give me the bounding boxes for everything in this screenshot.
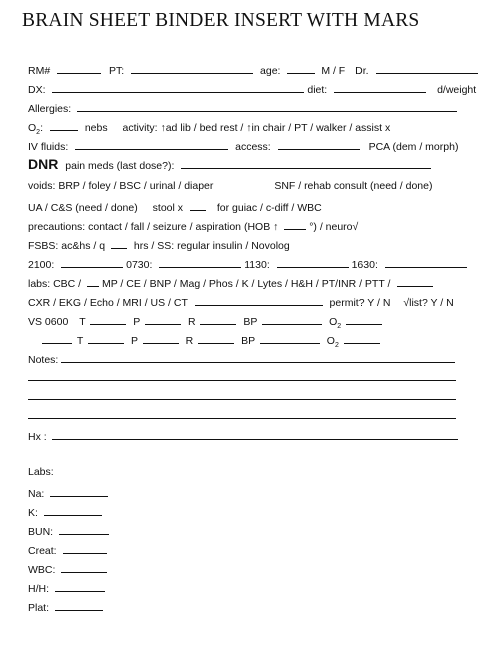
labs-other-field[interactable] — [397, 275, 433, 287]
row-labs — [28, 275, 433, 291]
row-ua — [28, 199, 322, 215]
labs-label: labs: CBC / — [28, 278, 82, 290]
vs-0600-label: VS 0600 — [28, 316, 69, 328]
guiac-label: for guiac / c-diff / WBC — [216, 202, 322, 214]
dr-field[interactable] — [376, 62, 478, 74]
o2-vs-label-2: $O_2$ — [326, 335, 339, 350]
fsbs-q-field[interactable] — [111, 237, 127, 249]
pt-label: PT: — [109, 65, 125, 77]
bp-field[interactable] — [262, 313, 322, 325]
pulse-label: P — [133, 316, 141, 328]
ua-label: UA / C&S (need / done) — [28, 202, 138, 214]
vs-time-field[interactable] — [42, 332, 72, 344]
lab-item-field[interactable] — [55, 599, 103, 611]
lab-item-field[interactable] — [59, 523, 109, 535]
lab-item-field[interactable] — [55, 580, 105, 592]
pulse-field[interactable] — [145, 313, 181, 325]
pain-meds-label: pain meds (last dose?): — [65, 160, 175, 172]
o2-label: $O_2$: — [28, 122, 43, 137]
row-o2 — [28, 119, 390, 139]
t1130-field[interactable] — [277, 256, 349, 268]
notes-line[interactable] — [28, 399, 456, 400]
hob-field[interactable] — [284, 218, 306, 230]
sex-label: M / F — [321, 65, 346, 77]
lab-item-label: K: — [28, 507, 38, 519]
imaging-label: CXR / EKG / Echo / MRI / US / CT — [28, 297, 188, 309]
allergies-field[interactable] — [77, 100, 457, 112]
lab-item-plat — [28, 599, 103, 615]
bp-field-2[interactable] — [260, 332, 320, 344]
labs-mp-field[interactable] — [87, 275, 99, 287]
o2-field[interactable] — [50, 119, 78, 131]
access-label: access: — [235, 141, 271, 153]
row-dnr — [28, 157, 431, 173]
lab-item-creat — [28, 542, 107, 558]
rm-label: RM# — [28, 65, 51, 77]
lab-item-label: Plat: — [28, 602, 50, 614]
row-imaging — [28, 294, 454, 310]
lab-item-wbc — [28, 561, 107, 577]
notes-line[interactable] — [28, 380, 456, 381]
lab-item-field[interactable] — [44, 504, 102, 516]
permit-label: permit? Y / N — [329, 297, 391, 309]
t2100-label: 2100: — [28, 259, 55, 271]
temp-label: T — [79, 316, 86, 328]
lab-item-label: H/H: — [28, 583, 49, 595]
row-dx — [28, 81, 476, 97]
row-allergies — [28, 100, 457, 116]
lab-item-hh — [28, 580, 105, 596]
o2-vs-field-2[interactable] — [344, 332, 380, 344]
temp-field-2[interactable] — [88, 332, 124, 344]
rm-field[interactable] — [57, 62, 101, 74]
dx-field[interactable] — [52, 81, 304, 93]
row-times — [28, 256, 467, 272]
row-notes — [28, 351, 455, 367]
pt-field[interactable] — [131, 62, 253, 74]
hx-field[interactable] — [52, 428, 458, 440]
lab-item-label: Na: — [28, 488, 45, 500]
resp-field-2[interactable] — [198, 332, 234, 344]
imaging-field[interactable] — [195, 294, 323, 306]
fsbs-insulin-label: hrs / SS: regular insulin / Novolog — [133, 240, 290, 252]
resp-label-2: R — [185, 335, 194, 347]
dx-label: DX: — [28, 84, 46, 96]
dr-label: Dr. — [355, 65, 369, 77]
labs-list-label: MP / CE / BNP / Mag / Phos / K / Lytes / H&H / PT/INR / PTT / — [101, 278, 391, 290]
row-iv — [28, 138, 458, 154]
allergies-label: Allergies: — [28, 103, 72, 115]
t1130-label: 1130: — [244, 259, 270, 271]
diet-field[interactable] — [334, 81, 426, 93]
lab-item-k — [28, 504, 102, 520]
age-field[interactable] — [287, 62, 315, 74]
row-vitals-2 — [28, 332, 380, 352]
labs-heading: Labs: — [28, 466, 54, 478]
voids-label: voids: BRP / foley / BSC / urinal / diaper — [28, 180, 214, 192]
row-precautions — [28, 218, 358, 234]
stool-label: stool x — [152, 202, 184, 214]
diet-label: diet: — [307, 84, 328, 96]
row-voids — [28, 180, 432, 193]
lab-item-field[interactable] — [50, 485, 108, 497]
t2100-field[interactable] — [61, 256, 123, 268]
lab-item-field[interactable] — [63, 542, 107, 554]
resp-field[interactable] — [200, 313, 236, 325]
pulse-field-2[interactable] — [143, 332, 179, 344]
precautions-neuro-label: °) / neuro√ — [309, 221, 359, 233]
notes-label: Notes: — [28, 354, 59, 366]
lab-item-label: WBC: — [28, 564, 56, 576]
activity-label: activity: ↑ad lib / bed rest / ↑in chair / PT / walker / assist x — [122, 122, 391, 134]
bp-label-2: BP — [241, 335, 255, 347]
temp-field[interactable] — [90, 313, 126, 325]
lab-item-field[interactable] — [61, 561, 107, 573]
snf-label: SNF / rehab consult (need / done) — [274, 180, 433, 192]
precautions-label: precautions: contact / fall / seizure / aspiration (HOB ↑ — [28, 221, 279, 233]
notes-line[interactable] — [28, 418, 456, 419]
iv-field[interactable] — [75, 138, 228, 150]
resp-label: R — [187, 316, 196, 328]
fsbs-label: FSBS: ac&hs / q — [28, 240, 106, 252]
pulse-label-2: P — [131, 335, 138, 347]
dweight-label: d/weight — [437, 84, 477, 96]
lab-item-label: BUN: — [28, 526, 54, 538]
lab-item-na — [28, 485, 108, 501]
iv-label: IV fluids: — [28, 141, 69, 153]
row-patient — [28, 62, 478, 78]
lab-item-label: Creat: — [28, 545, 57, 557]
hx-label: Hx : — [28, 431, 47, 443]
pca-label: PCA (dem / morph) — [368, 141, 459, 153]
row-vitals-0600 — [28, 313, 382, 333]
stool-field[interactable] — [190, 199, 206, 211]
vlist-label: √list? Y / N — [403, 297, 454, 309]
bp-label: BP — [243, 316, 258, 328]
dnr-label: DNR — [28, 156, 59, 172]
pain-meds-field[interactable] — [181, 157, 431, 169]
t1630-field[interactable] — [385, 256, 467, 268]
age-label: age: — [260, 65, 281, 77]
t1630-label: 1630: — [351, 259, 378, 271]
t0730-field[interactable] — [159, 256, 241, 268]
nebs-label: nebs — [84, 122, 108, 134]
o2-vs-label: $O_2$ — [329, 316, 342, 331]
o2-vs-field[interactable] — [346, 313, 382, 325]
t0730-label: 0730: — [126, 259, 153, 271]
page-title: BRAIN SHEET BINDER INSERT WITH MARS — [22, 10, 420, 31]
notes-field[interactable] — [61, 351, 455, 363]
row-fsbs — [28, 237, 290, 253]
row-hx — [28, 428, 458, 444]
temp-label-2: T — [76, 335, 84, 347]
lab-item-bun — [28, 523, 109, 539]
access-field[interactable] — [278, 138, 360, 150]
